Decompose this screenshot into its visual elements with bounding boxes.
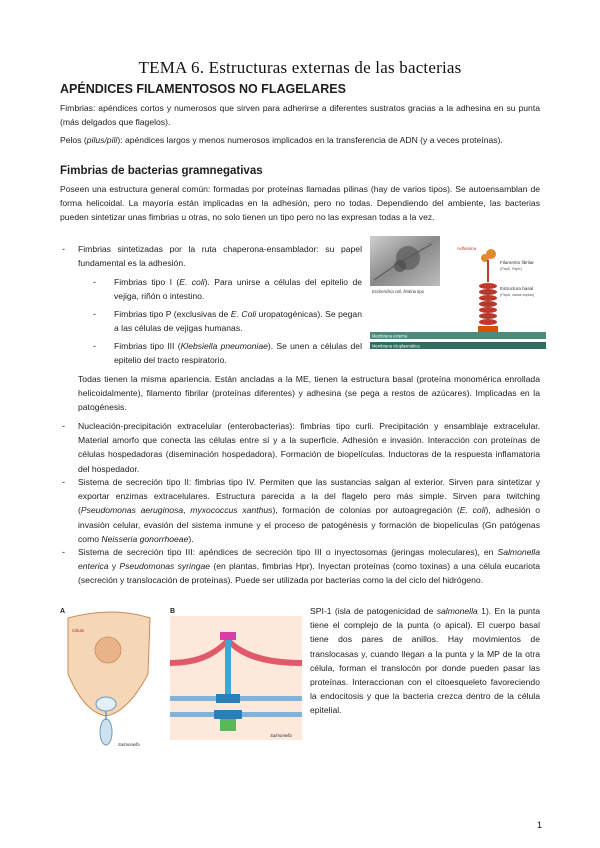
adhesin-label: Adhesina: [457, 246, 477, 251]
salmonella-cell-a: [100, 719, 112, 745]
bullet-dash: -: [93, 309, 96, 319]
fimbrias-definition: Fimbrias: apéndices cortos y numerosos que sirven para adherirse a diferentes sustratos gracias a la adhesina en su punta (más delgados que flagelos).: [60, 103, 540, 128]
basal-structure-sublabel: (PapA, varias copias): [500, 293, 535, 297]
gramnegativas-intro: Poseen una estructura general común: formadas por proteínas llamadas pilinas (hay de varios tipos). Se autoensamblan de forma helicoidal. La mayoría están implicadas en la adhesión, pero no todas. Dependiendo del ambiente, las bacterias pueden sintetizar unas fimbrias u otras, no solo tienen un tipo pero no las expresan todas a la vez.: [60, 184, 540, 223]
tipo-1-item: Fimbrias tipo I (E. coli). Para unirse a células del epitelio de vejiga, riñón o intestino.: [114, 277, 363, 302]
outer-membrane-label: Membrana externa: [372, 333, 408, 339]
bullet-dash: -: [62, 421, 65, 431]
filament-sublabel: (PapE, PapK): [500, 267, 522, 271]
filament-label: Filamento fibrilar: [500, 260, 534, 265]
bullet-dash: -: [93, 277, 96, 287]
page-number: 1: [536, 820, 542, 830]
bullet-dash: -: [62, 477, 65, 487]
micrograph-caption: Escherichia coli, fimbria tipo: [372, 289, 424, 294]
secrecion-tipo-2-item: Sistema de secreción tipo II: fimbrias tipo IV. Permiten que las sustancias salgan al exterior. Sirven para sintetizar y exportar enzimas extracelulares. Estructura parecida a la del flagelo pero más simple. Sirven para twitching (Pseudomonas aeruginosa, myxococcus xanthus), formación de colonias por autoagregación (E. coli), adhesión o invasión celular, evasión del sistema inmune y el proceso de patogénesis y formación de biopelículas (Gn patógenas como Neisseria gonorrhoeae).: [78, 477, 540, 544]
panel-b-label: B: [170, 608, 176, 615]
secrecion-tipo-3-item: Sistema de secreción tipo III: apéndices de secreción tipo III o inyectosomas (jeringas moleculares), en Salmonella enterica y Pseudomonas syringae (en plantas, fimbrias Hpr). Inyectan proteínas (como toxinas) a una célula eucariota (secreción y translocación de proteínas). Puede ser utilizada por bacterias como la del ciclo del hidrógeno.: [78, 547, 541, 586]
panel-b-sublabel: Salmonella: [270, 733, 292, 738]
subheading-gramnegativas: Fimbrias de bacterias gramnegativas: [60, 165, 263, 177]
fimbria-diagram: [370, 236, 546, 356]
translocon: [220, 632, 236, 640]
bullet-dash: -: [62, 244, 65, 254]
chaperona-item: Fimbrias sintetizadas por la ruta chaperona-ensamblador: su papel fundamental es la adhesión.: [78, 244, 362, 269]
secretion-system-figure: [58, 604, 304, 752]
apariencia-paragraph: Todas tienen la misma apariencia. Están ancladas a la ME, tienen la estructura basal (proteína monomérica enrollada helicoidalmente), filamento fibrilar (proteínas diferentes) y adhesina (se pega a restos de azúcares). Implicadas en la patogénesis.: [78, 374, 540, 413]
cytoplasmic-membrane-label: Membrana citoplasmática: [372, 343, 420, 349]
page-title: TEMA 6. Estructuras externas de las bacterias: [138, 58, 462, 77]
basal-structure-label: Estructura basal: [500, 286, 534, 291]
bullet-dash: -: [62, 547, 65, 557]
nucleacion-item: Nucleación-precipitación extracelular (enterobacterias): fimbrias tipo curli. Precipitación y ensamblaje extracelular. Material amorfo que conecta las células entre sí y a la superficie. Adhesión e invasión. Interacción con proteínas de células hospedadoras (diseminación hospedadora). Formación de biopelículas. Inductoras de la respuesta inflamatoria del hospedador.: [78, 421, 540, 474]
tipo-3-item: Fimbrias tipo III (Klebsiella pneumoniae). Se unen a células del epitelio del tracto respiratorio.: [114, 341, 362, 366]
spi-1-paragraph: SPI-1 (isla de patogenicidad de salmonella 1). En la punta tiene el complejo de la punta (o apical). El cuerpo basal tiene dos pares de anillos. Hay movimientos de translocasas y, cuando llegan a la punta y la MP de la otra célula, forman el translocón por donde pueden pasar las proteínas. Interaccionan con el citoesqueleto favoreciendo la endocitosis y que la bacteria crezca dentro de la célula epitelial.: [310, 606, 540, 716]
tipo-p-item: Fimbrias tipo P (exclusivas de E. Coli uropatogénicas). Se pegan a las células de vejigas humanas.: [114, 309, 362, 334]
needle-complex: [225, 640, 231, 698]
basal-body: [220, 719, 236, 731]
basal-structure: [479, 283, 497, 325]
pelos-definition: Pelos (pilus/pili): apéndices largos y menos numerosos implicados en la transferencia de ADN (y a veces proteínas).: [60, 135, 503, 145]
bullet-dash: -: [93, 341, 96, 351]
panel-a-label: A: [60, 608, 66, 615]
host-cell-label: Célula: [72, 628, 84, 633]
section-heading: APÉNDICES FILAMENTOSOS NO FLAGELARES: [60, 82, 346, 96]
panel-a-sublabel: Salmonella: [118, 742, 140, 747]
